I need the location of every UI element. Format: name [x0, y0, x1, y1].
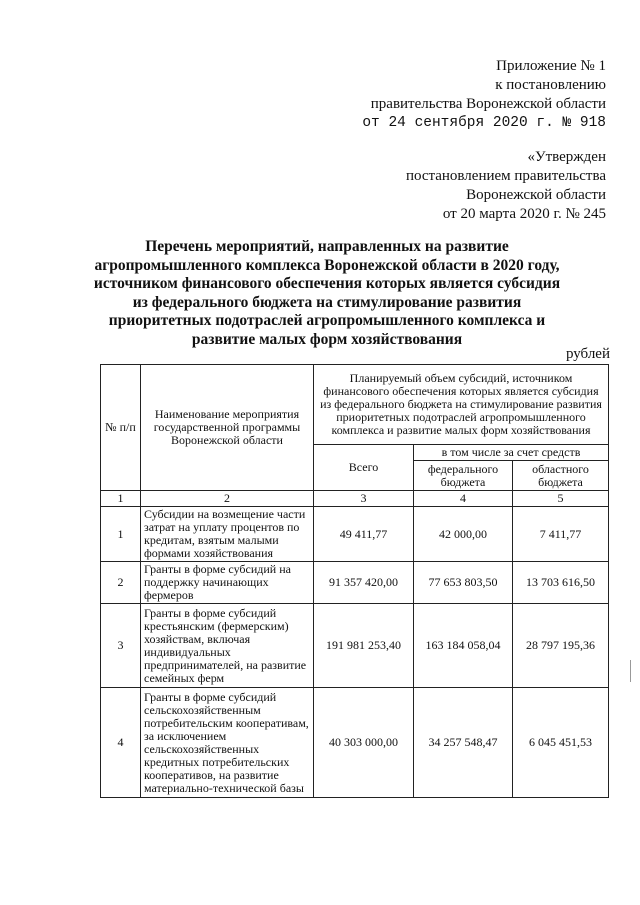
header-total: Всего: [314, 445, 414, 491]
table-row: [101, 688, 609, 798]
header-name: Наименование мероприятия государственной программы Воронежской области: [141, 365, 314, 491]
approval-date-number: от 20 марта 2020 г. № 245: [442, 206, 606, 222]
header-num: № п/п: [101, 365, 141, 491]
header-row-1: [101, 365, 609, 445]
appendix-date-number: от 24 сентября 2020 г. № 918: [362, 115, 606, 131]
row-name: Гранты в форме субсидий сельскохозяйственным потребительским кооперативам, за исключением сельскохозяйственных кредитных потребительских кооперативов, на развитие материально-технической базы: [141, 688, 314, 798]
row-name: Гранты в форме субсидий на поддержку начинающих фермеров: [141, 562, 314, 604]
row-name: Субсидии на возмещение части затрат на уплату процентов по кредитам, взятым малыми формами хозяйствования: [141, 507, 314, 562]
scan-mark: [630, 660, 631, 682]
row-federal: 34 257 548,47: [414, 688, 513, 798]
header-including: в том числе за счет средств: [414, 445, 609, 461]
row-regional: 6 045 451,53: [513, 688, 609, 798]
row-regional: 13 703 616,50: [513, 562, 609, 604]
row-federal: 42 000,00: [414, 507, 513, 562]
header-planned: Планируемый объем субсидий, источником финансового обеспечения которых является субсидия из федерального бюджета на стимулирование развития приоритетных подотраслей агропромышленного комплекса и развитие малых форм хозяйствования: [314, 365, 609, 445]
row-num: 4: [101, 688, 141, 798]
row-num: 2: [101, 562, 141, 604]
row-num: 3: [101, 604, 141, 688]
row-regional: 7 411,77: [513, 507, 609, 562]
appendix-block: [362, 57, 606, 133]
header-regional: областного бюджета: [513, 461, 609, 491]
row-total: 191 981 253,40: [314, 604, 414, 688]
approval-title: «Утвержден: [527, 149, 606, 165]
row-total: 49 411,77: [314, 507, 414, 562]
appendix-title: Приложение № 1: [496, 58, 606, 74]
approval-block: [406, 148, 606, 224]
col-number: 1: [101, 491, 141, 507]
col-number: 5: [513, 491, 609, 507]
row-regional: 28 797 195,36: [513, 604, 609, 688]
table-row: [101, 507, 609, 562]
row-name: Гранты в форме субсидий крестьянским (фермерским) хозяйствам, включая индивидуальных предпринимателей, на развитие семейных ферм: [141, 604, 314, 688]
approval-authority: Воронежской области: [466, 187, 606, 203]
row-total: 40 303 000,00: [314, 688, 414, 798]
approval-reference: постановлением правительства: [405, 168, 606, 184]
subsidy-table: [100, 364, 609, 798]
row-federal: 163 184 058,04: [414, 604, 513, 688]
col-number: 2: [141, 491, 314, 507]
table-row: [101, 604, 609, 688]
appendix-reference: к постановлению: [495, 77, 606, 93]
row-total: 91 357 420,00: [314, 562, 414, 604]
table-row: [101, 562, 609, 604]
row-federal: 77 653 803,50: [414, 562, 513, 604]
col-number: 4: [414, 491, 513, 507]
col-number: 3: [314, 491, 414, 507]
row-num: 1: [101, 507, 141, 562]
appendix-authority: правительства Воронежской области: [370, 96, 606, 112]
document-title: Перечень мероприятий, направленных на развитие агропромышленного комплекса Воронежской области в 2020 году, источником финансового обеспечения которых является субсидия из федерального бюджета на стимулирование развития приоритетных подотраслей агропромышленного комплекса и развитие малых форм хозяйствования: [93, 238, 561, 348]
currency-unit: рублей: [565, 346, 610, 362]
header-federal: федерального бюджета: [414, 461, 513, 491]
column-number-row: [101, 491, 609, 507]
